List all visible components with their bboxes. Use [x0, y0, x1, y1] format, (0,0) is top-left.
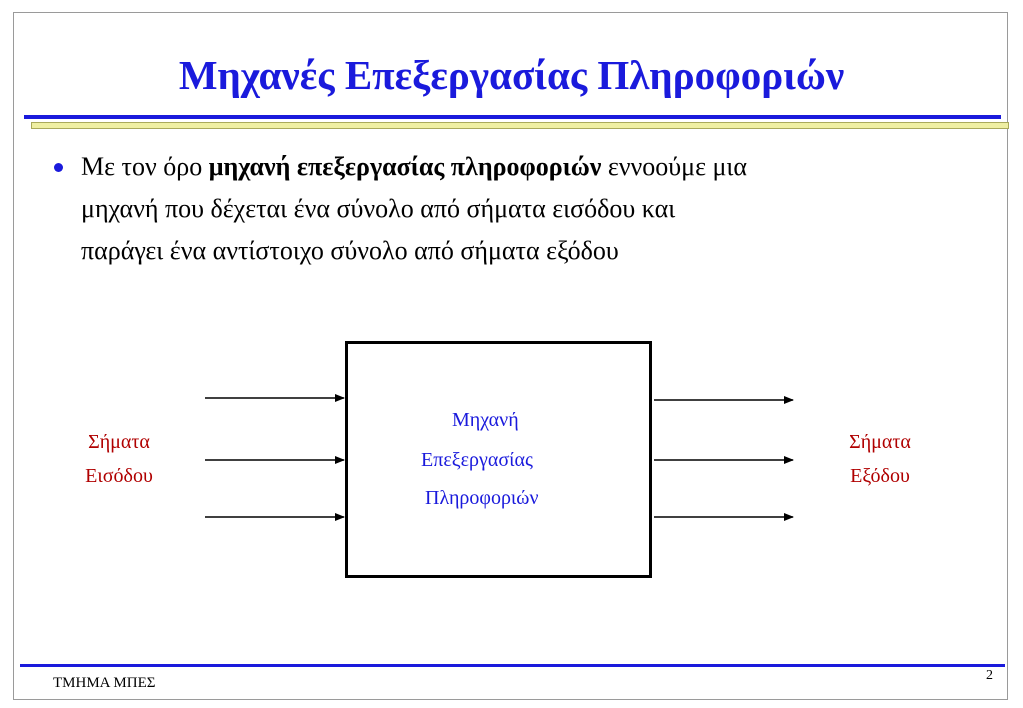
bullet-line-1-end: εννοούμε μια	[601, 152, 748, 181]
slide-title: Μηχανές Επεξεργασίας Πληροφοριών	[178, 52, 845, 98]
output-signals-label	[825, 425, 935, 493]
footer-department: ΤΜΗΜΑ ΜΠΕΣ	[53, 675, 156, 691]
bullet-line-1-start: Με τον όρο	[81, 152, 209, 181]
page-number: 2	[986, 668, 993, 683]
box-label-line-2: Επεξεργασίας	[421, 449, 533, 471]
bullet-line-2: μηχανή που δέχεται ένα σύνολο από σήματα εισόδου και	[81, 194, 676, 223]
footer-rule	[20, 664, 1005, 667]
input-label-line-1: Σήματα	[88, 431, 150, 453]
bullet-line-3: παράγει ένα αντίστοιχο σύνολο από σήματα εξόδου	[81, 236, 619, 265]
bullet-emphasis: μηχανή επεξεργασίας πληροφοριών	[208, 152, 602, 181]
output-label-line-1: Σήματα	[849, 431, 911, 453]
input-label-line-2: Εισόδου	[85, 465, 153, 487]
box-label-line-1: Μηχανή	[452, 409, 519, 431]
input-signals-label	[64, 425, 174, 493]
box-label-line-3: Πληροφοριών	[425, 487, 539, 509]
output-label-line-2: Εξόδου	[850, 465, 910, 487]
